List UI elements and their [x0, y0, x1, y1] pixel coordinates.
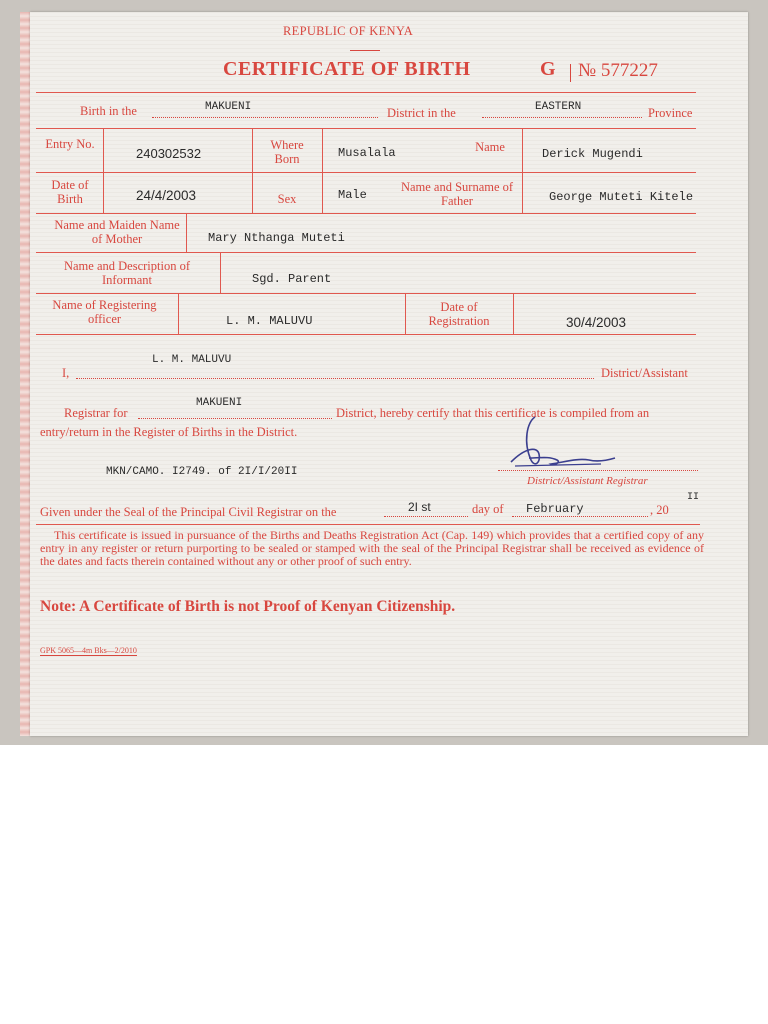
registrar-district-value: MAKUENI	[196, 397, 243, 409]
signature-caption: District/Assistant Registrar	[527, 475, 648, 487]
given-under-seal-text: Given under the Seal of the Principal Civil Registrar on the	[40, 505, 337, 519]
table-column-line	[178, 293, 179, 334]
where-born-label: Where Born	[270, 138, 304, 166]
table-column-line	[405, 293, 406, 334]
registrar-signature	[505, 412, 620, 477]
table-rule	[36, 213, 696, 214]
registrar-district-line	[138, 418, 332, 419]
signature-line	[498, 470, 698, 471]
registrar-name-value: L. M. MALUVU	[152, 354, 232, 366]
registering-officer-value: L. M. MALUVU	[226, 314, 313, 328]
table-column-line	[186, 213, 187, 252]
father-label: Name and Surname of Father	[400, 180, 514, 208]
header-divider	[350, 50, 380, 51]
serial-prefix: G	[540, 58, 556, 80]
entry-no-label: Entry No.	[45, 137, 95, 151]
district-dotted-line	[152, 117, 378, 118]
day-of-label: day of	[472, 502, 504, 516]
certify-statement: District, hereby certify that this certificate is compiled from an	[336, 406, 650, 420]
year-suffix: II	[687, 492, 700, 503]
year-prefix: , 20	[650, 503, 669, 517]
day-dotted-line	[384, 516, 468, 517]
table-column-line	[103, 128, 104, 213]
informant-value: Sgd. Parent	[252, 272, 332, 286]
table-column-line	[220, 252, 221, 293]
child-name-value: Derick Mugendi	[542, 147, 643, 161]
page-title: CERTIFICATE OF BIRTH	[223, 58, 471, 80]
where-born-value: Musalala	[338, 146, 396, 160]
act-paragraph: This certificate is issued in pursuance of the Births and Deaths Registration Act (Cap. 149) which provides that a certified copy of any entry in any register or return purporting to be sealed or stamped with the seal of the Principal Registrar shall be received as evidence of the dates and facts therein contained without any or other proof of such entry.	[40, 528, 704, 568]
table-rule	[36, 128, 696, 129]
certify-statement-cont: entry/return in the Register of Births in the District.	[40, 425, 298, 439]
gpk-print-code: GPK 5065—4m Bks—2/2010	[40, 646, 137, 655]
table-column-line	[322, 128, 323, 213]
registrar-name-line	[76, 378, 594, 379]
day-value: 2I st	[408, 500, 431, 514]
top-rule	[36, 92, 696, 93]
sex-value: Male	[338, 188, 367, 202]
sex-label: Sex	[277, 192, 297, 206]
birth-in-label: Birth in the	[80, 104, 137, 118]
entry-no-value: 240302532	[136, 146, 202, 161]
district-assistant-label: District/Assistant	[601, 366, 688, 380]
table-column-line	[513, 293, 514, 334]
month-dotted-line	[512, 516, 648, 517]
birth-district-value: MAKUENI	[205, 101, 252, 113]
i-label: I,	[62, 366, 70, 380]
citizenship-note: Note: A Certificate of Birth is not Proof of Kenyan Citizenship.	[40, 598, 456, 615]
father-value: George Muteti Kitele	[549, 190, 694, 204]
seal-rule	[36, 524, 700, 525]
registration-date-label: Date of Registration	[428, 300, 490, 328]
table-rule	[36, 172, 696, 173]
table-rule	[36, 334, 696, 335]
district-in-label: District in the	[387, 106, 456, 120]
mother-label: Name and Maiden Name of Mother	[54, 218, 180, 246]
province-label: Province	[648, 106, 693, 120]
province-dotted-line	[482, 117, 642, 118]
reference-number: MKN/CAMO. I2749. of 2I/I/20II	[106, 466, 298, 478]
serial-number: № 577227	[578, 60, 658, 81]
table-rule	[36, 252, 696, 253]
registering-officer-label: Name of Registering officer	[52, 298, 157, 326]
dob-value: 24/4/2003	[136, 188, 197, 203]
mother-value: Mary Nthanga Muteti	[208, 231, 345, 245]
registration-date-value: 30/4/2003	[566, 315, 627, 330]
month-value: February	[526, 502, 584, 516]
republic-heading: REPUBLIC OF KENYA	[283, 24, 414, 38]
table-rule	[36, 293, 696, 294]
province-value: EASTERN	[535, 101, 582, 113]
table-column-line	[252, 128, 253, 213]
serial-divider	[570, 64, 571, 82]
child-name-label: Name	[475, 140, 505, 154]
registrar-for-label: Registrar for	[64, 406, 128, 420]
dob-label: Date of Birth	[51, 178, 89, 206]
informant-label: Name and Description of Informant	[63, 259, 190, 287]
table-column-line	[522, 128, 523, 213]
